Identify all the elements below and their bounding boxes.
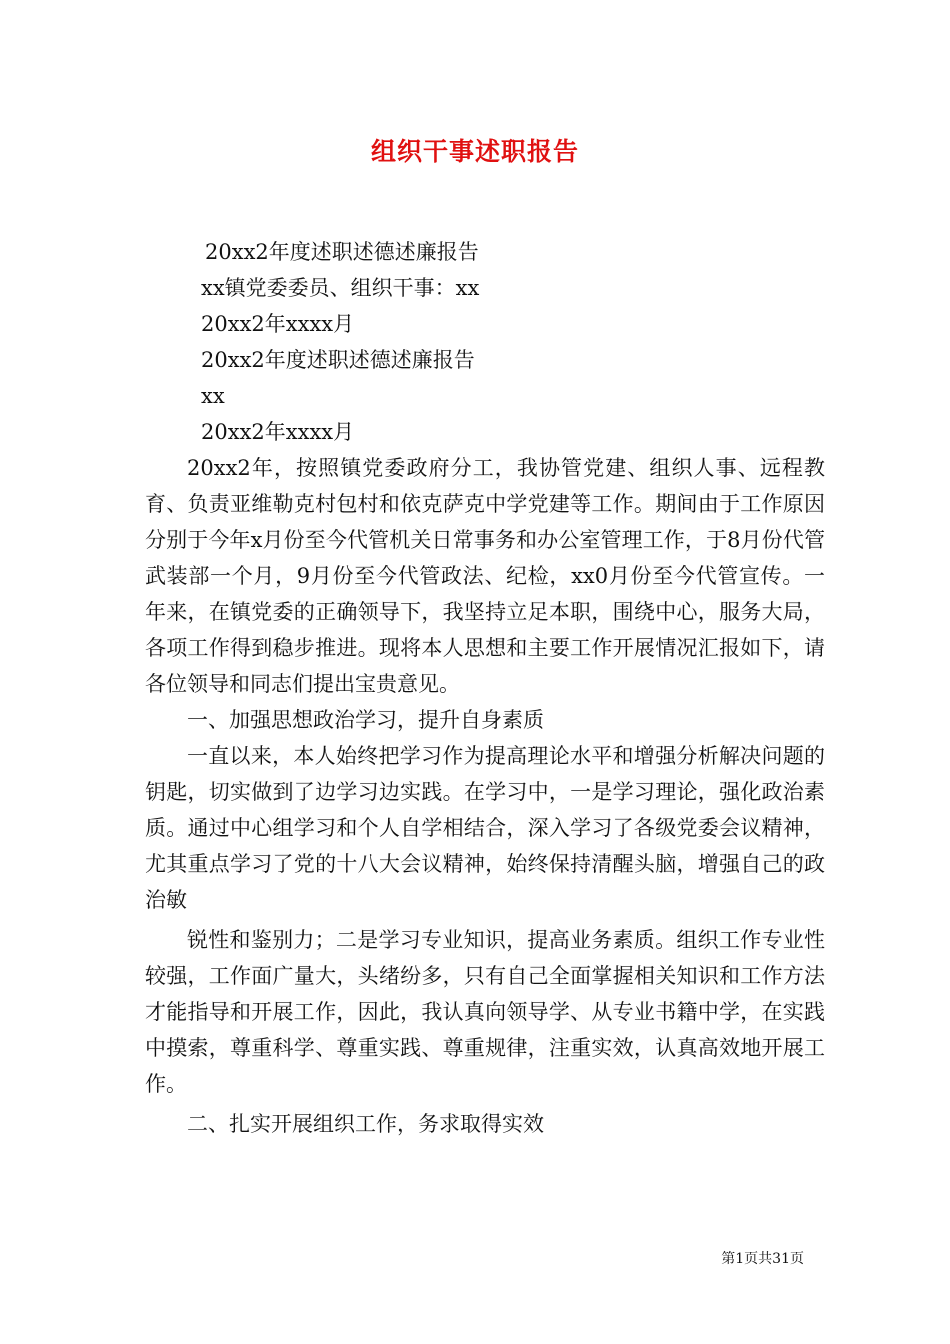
meta-line: 20xx2年度述职述德述廉报告 [205, 240, 479, 264]
section-heading: 二、扎实开展组织工作，务求取得实效 [187, 1112, 544, 1136]
meta-line: xx镇党委委员、组织干事：xx [201, 276, 480, 300]
body-paragraph: 一直以来，本人始终把学习作为提高理论水平和增强分析解决问题的钥匙，切实做到了边学习边实践。在学习中，一是学习理论，强化政治素质。通过中心组学习和个人自学相结合，深入学习了各级党委会议精神，尤其重点学习了党的十八大会议精神，始终保持清醒头脑，增强自己的政治敏 [145, 744, 825, 912]
meta-line: 20xx2年xxxx月 [201, 420, 355, 444]
page-number: 第1页共31页 [721, 1251, 804, 1267]
body-paragraph: 锐性和鉴别力；二是学习专业知识，提高业务素质。组织工作专业性较强，工作面广量大，头绪纷多，只有自己全面掌握相关知识和工作方法才能指导和开展工作，因此，我认真向领导学、从专业书籍中学，在实践中摸索，尊重科学、尊重实践、尊重规律，注重实效，认真高效地开展工作。 [145, 928, 825, 1096]
body-paragraph: 20xx2年，按照镇党委政府分工，我协管党建、组织人事、远程教育、负责亚维勒克村包村和依克萨克中学党建等工作。期间由于工作原因分别于今年x月份至今代管机关日常事务和办公室管理工作，于8月份代管武装部一个月，9月份至今代管政法、纪检，xx0月份至今代管宣传。一年来，在镇党委的正确领导下，我坚持立足本职，围绕中心，服务大局，各项工作得到稳步推进。现将本人思想和主要工作开展情况汇报如下，请各位领导和同志们提出宝贵意见。 [145, 456, 825, 696]
document-body [145, 234, 825, 1142]
meta-line: xx [201, 384, 225, 408]
document-title: 组织干事述职报告 [370, 137, 579, 166]
meta-line: 20xx2年度述职述德述廉报告 [201, 348, 475, 372]
section-heading: 一、加强思想政治学习，提升自身素质 [187, 708, 544, 732]
page-footer [0, 1248, 950, 1268]
meta-line: 20xx2年xxxx月 [201, 312, 355, 336]
